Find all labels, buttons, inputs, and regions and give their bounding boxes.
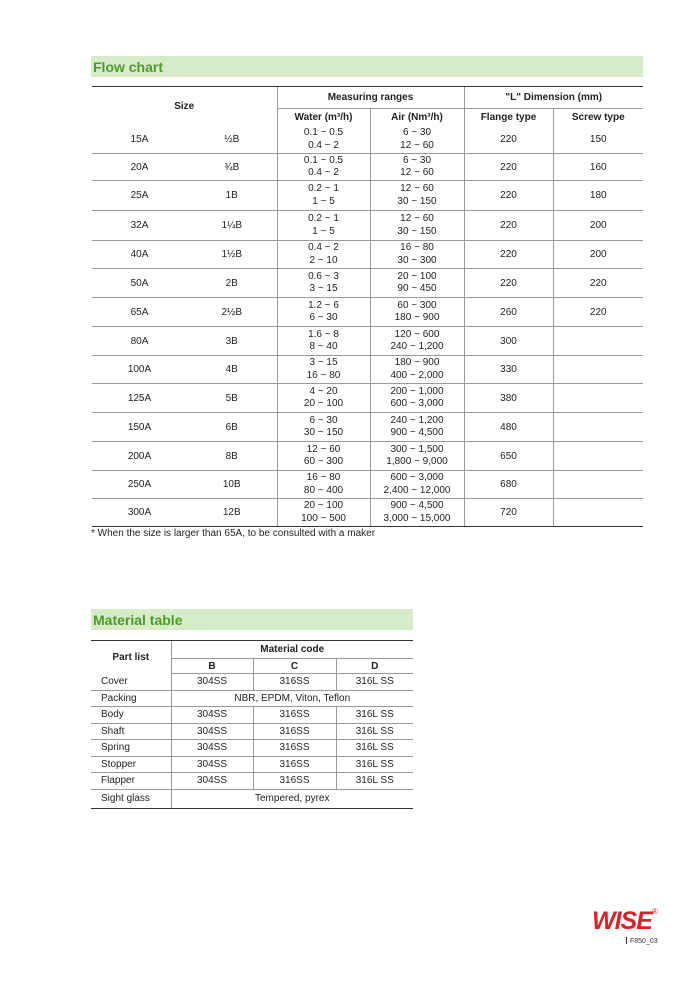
flange-type-header: Flange type [464, 109, 553, 127]
water-cell [277, 471, 370, 499]
size-a-cell: 20A [92, 154, 187, 181]
size-b-cell: 2B [187, 269, 277, 298]
screw-cell [553, 442, 643, 471]
material-b-cell: 304SS [171, 674, 253, 691]
air-cell-line: 12 ~ 60 [400, 183, 434, 194]
material-table-body [91, 674, 413, 809]
screw-cell [553, 471, 643, 499]
material-d-cell: 316L SS [336, 756, 413, 773]
material-b-cell: 304SS [171, 756, 253, 773]
size-b-cell: 3B [187, 327, 277, 356]
flange-cell: 220 [464, 154, 553, 181]
size-a-cell: 100A [92, 356, 187, 384]
water-cell [277, 127, 370, 154]
code-b-header: B [171, 659, 253, 674]
material-c-cell: 316SS [253, 723, 336, 740]
water-cell-line: 0.1 ~ 0.5 [303, 154, 344, 166]
screw-cell: 160 [553, 154, 643, 181]
flow-row [92, 356, 643, 384]
air-cell [370, 154, 464, 181]
size-b-cell: 8B [187, 442, 277, 471]
air-cell-line: 30 ~ 150 [397, 225, 437, 237]
material-merged-cell: Tempered, pyrex [171, 789, 413, 808]
water-cell [277, 269, 370, 298]
size-a-cell: 40A [92, 241, 187, 269]
flow-row [92, 211, 643, 241]
flow-chart-body [92, 127, 643, 527]
air-cell [370, 241, 464, 269]
water-cell [277, 442, 370, 471]
air-cell-line: 180 ~ 900 [394, 357, 440, 368]
code-c-header: C [253, 659, 336, 674]
screw-cell: 220 [553, 269, 643, 298]
material-code-header: Material code [171, 641, 413, 659]
material-d-cell: 316L SS [336, 740, 413, 757]
flange-cell: 650 [464, 442, 553, 471]
flow-row [92, 413, 643, 442]
material-b-cell: 304SS [171, 773, 253, 790]
flange-cell: 720 [464, 499, 553, 527]
water-cell-line: 80 ~ 400 [303, 484, 344, 496]
material-d-cell: 316L SS [336, 723, 413, 740]
material-c-cell: 316SS [253, 707, 336, 724]
air-cell [370, 471, 464, 499]
air-cell-line: 300 ~ 1,500 [390, 443, 444, 455]
water-cell [277, 298, 370, 327]
air-cell-line: 30 ~ 300 [397, 254, 437, 266]
water-cell-line: 4 ~ 20 [309, 385, 338, 397]
material-row [91, 707, 413, 724]
flow-row [92, 298, 643, 327]
size-a-cell: 125A [92, 384, 187, 413]
material-c-cell: 316SS [253, 740, 336, 757]
flow-row [92, 384, 643, 413]
size-a-cell: 32A [92, 211, 187, 241]
material-row [91, 690, 413, 707]
water-cell-line: 0.4 ~ 2 [308, 242, 339, 253]
doc-id-separator [626, 937, 627, 944]
water-cell [277, 413, 370, 442]
air-cell-line: 6 ~ 30 [402, 154, 432, 166]
size-a-cell: 250A [92, 471, 187, 499]
water-header: Water (m³/h) [277, 109, 370, 127]
water-cell-line: 0.1 ~ 0.5 [303, 127, 344, 139]
air-cell-line: 400 ~ 2,000 [390, 369, 444, 381]
screw-cell [553, 413, 643, 442]
water-cell-line: 30 ~ 150 [303, 427, 344, 438]
screw-cell [553, 384, 643, 413]
size-a-cell: 15A [92, 127, 187, 154]
flow-row [92, 327, 643, 356]
water-cell-line: 16 ~ 80 [306, 369, 341, 381]
material-b-cell: 304SS [171, 723, 253, 740]
material-d-cell: 316L SS [336, 773, 413, 790]
air-cell [370, 356, 464, 384]
air-cell [370, 181, 464, 211]
water-cell-line: 12 ~ 60 [306, 443, 341, 455]
flow-row [92, 241, 643, 269]
air-cell-line: 2,400 ~ 12,000 [383, 484, 451, 496]
screw-cell: 200 [553, 211, 643, 241]
material-row [91, 756, 413, 773]
water-cell [277, 499, 370, 527]
screw-cell [553, 327, 643, 356]
water-cell-line: 1 ~ 5 [312, 225, 335, 237]
water-cell-line: 1 ~ 5 [312, 195, 335, 207]
water-cell-line: 2 ~ 10 [309, 254, 338, 266]
water-cell-line: 20 ~ 100 [303, 500, 344, 511]
size-a-cell: 50A [92, 269, 187, 298]
screw-cell [553, 499, 643, 527]
air-cell [370, 298, 464, 327]
flow-chart-heading: Flow chart [91, 56, 643, 77]
air-cell-line: 30 ~ 150 [397, 195, 437, 207]
material-b-cell: 304SS [171, 740, 253, 757]
screw-cell [553, 356, 643, 384]
air-cell [370, 384, 464, 413]
water-cell-line: 1.2 ~ 6 [308, 299, 339, 311]
size-a-cell: 25A [92, 181, 187, 211]
size-a-cell: 80A [92, 327, 187, 356]
material-d-cell: 316L SS [336, 674, 413, 691]
flow-row [92, 499, 643, 527]
flow-row [92, 181, 643, 211]
flange-cell: 220 [464, 211, 553, 241]
air-cell [370, 211, 464, 241]
water-cell-line: 0.4 ~ 2 [308, 167, 339, 178]
air-cell-line: 12 ~ 60 [400, 213, 434, 224]
air-cell-line: 200 ~ 1,000 [390, 385, 444, 397]
material-row [91, 723, 413, 740]
part-name-cell: Shaft [91, 723, 171, 740]
flow-row [92, 127, 643, 154]
air-cell-line: 600 ~ 3,000 [390, 472, 444, 483]
flange-cell: 220 [464, 127, 553, 154]
size-a-cell: 150A [92, 413, 187, 442]
air-cell-line: 6 ~ 30 [402, 127, 432, 139]
flange-cell: 220 [464, 241, 553, 269]
size-header: Size [92, 87, 277, 127]
size-a-cell: 65A [92, 298, 187, 327]
flow-chart-note: * When the size is larger than 65A, to be consulted with a maker [91, 528, 376, 539]
size-b-cell: ½B [187, 127, 277, 154]
measuring-ranges-header: Measuring ranges [277, 87, 464, 109]
flange-cell: 330 [464, 356, 553, 384]
air-cell-line: 20 ~ 100 [397, 270, 437, 282]
air-cell-line: 60 ~ 300 [397, 299, 437, 311]
water-cell [277, 154, 370, 181]
air-cell [370, 269, 464, 298]
part-name-cell: Flapper [91, 773, 171, 790]
water-cell [277, 211, 370, 241]
document-id [626, 937, 658, 945]
air-cell [370, 499, 464, 527]
screw-cell: 200 [553, 241, 643, 269]
material-row [91, 773, 413, 790]
flange-cell: 380 [464, 384, 553, 413]
material-c-cell: 316SS [253, 674, 336, 691]
size-b-cell: 1½B [187, 241, 277, 269]
water-cell-line: 6 ~ 30 [309, 414, 338, 426]
air-cell-line: 1,800 ~ 9,000 [386, 456, 448, 467]
size-b-cell: 4B [187, 356, 277, 384]
size-b-cell: 1B [187, 181, 277, 211]
air-cell-line: 16 ~ 80 [400, 242, 434, 253]
size-b-cell: 10B [187, 471, 277, 499]
logo-text: WISE [592, 907, 652, 935]
air-cell-line: 12 ~ 60 [400, 139, 434, 151]
water-cell [277, 181, 370, 211]
part-list-header: Part list [91, 641, 171, 674]
water-cell-line: 3 ~ 15 [309, 357, 338, 368]
flow-row [92, 442, 643, 471]
water-cell-line: 0.2 ~ 1 [308, 183, 339, 194]
flange-cell: 220 [464, 181, 553, 211]
material-c-cell: 316SS [253, 756, 336, 773]
size-b-cell: 6B [187, 413, 277, 442]
air-cell-line: 600 ~ 3,000 [390, 398, 444, 409]
part-name-cell: Stopper [91, 756, 171, 773]
flange-cell: 220 [464, 269, 553, 298]
material-row [91, 674, 413, 691]
screw-cell: 180 [553, 181, 643, 211]
air-header: Air (Nm³/h) [370, 109, 464, 127]
water-cell [277, 356, 370, 384]
water-cell-line: 6 ~ 30 [309, 312, 338, 323]
registered-mark: ® [652, 907, 658, 916]
air-cell [370, 327, 464, 356]
doc-id-text: F850_03 [630, 938, 658, 945]
size-b-cell: 2½B [187, 298, 277, 327]
flange-cell: 680 [464, 471, 553, 499]
water-cell-line: 0.2 ~ 1 [308, 213, 339, 224]
code-d-header: D [336, 659, 413, 674]
screw-type-header: Screw type [553, 109, 643, 127]
material-c-cell: 316SS [253, 773, 336, 790]
air-cell-line: 900 ~ 4,500 [390, 427, 444, 438]
wise-logo-mark [592, 903, 662, 937]
size-a-cell: 300A [92, 499, 187, 527]
air-cell [370, 413, 464, 442]
air-cell-line: 12 ~ 60 [400, 167, 434, 178]
screw-cell: 220 [553, 298, 643, 327]
material-row [91, 740, 413, 757]
water-cell-line: 100 ~ 500 [301, 512, 346, 524]
water-cell-line: 3 ~ 15 [309, 283, 338, 294]
water-cell-line: 16 ~ 80 [306, 472, 341, 483]
material-table [91, 640, 413, 809]
water-cell-line: 1.6 ~ 8 [308, 328, 339, 340]
flow-row [92, 154, 643, 181]
part-name-cell: Sight glass [91, 789, 171, 808]
screw-cell: 150 [553, 127, 643, 154]
air-cell [370, 127, 464, 154]
water-cell-line: 0.6 ~ 3 [308, 270, 339, 282]
part-name-cell: Spring [91, 740, 171, 757]
air-cell-line: 180 ~ 900 [394, 312, 440, 323]
flow-chart-table [92, 86, 643, 527]
flow-row [92, 269, 643, 298]
air-cell-line: 3,000 ~ 15,000 [383, 512, 451, 524]
air-cell-line: 240 ~ 1,200 [390, 341, 444, 352]
air-cell [370, 442, 464, 471]
air-cell-line: 900 ~ 4,500 [390, 500, 444, 511]
size-b-cell: 1¼B [187, 211, 277, 241]
air-cell-line: 120 ~ 600 [394, 328, 440, 340]
water-cell [277, 327, 370, 356]
material-table-heading: Material table [91, 609, 413, 630]
part-name-cell: Packing [91, 690, 171, 707]
water-cell-line: 8 ~ 40 [309, 341, 338, 352]
part-name-cell: Cover [91, 674, 171, 691]
part-name-cell: Body [91, 707, 171, 724]
material-b-cell: 304SS [171, 707, 253, 724]
material-merged-cell: NBR, EPDM, Viton, Teflon [171, 690, 413, 707]
air-cell-line: 240 ~ 1,200 [390, 414, 444, 426]
water-cell-line: 0.4 ~ 2 [308, 139, 339, 151]
water-cell [277, 384, 370, 413]
size-b-cell: 12B [187, 499, 277, 527]
material-row [91, 789, 413, 808]
size-b-cell: 5B [187, 384, 277, 413]
water-cell-line: 20 ~ 100 [303, 398, 344, 409]
size-b-cell: ¾B [187, 154, 277, 181]
l-dimension-header: "L" Dimension (mm) [464, 87, 643, 109]
flow-row [92, 471, 643, 499]
flange-cell: 260 [464, 298, 553, 327]
water-cell [277, 241, 370, 269]
air-cell-line: 90 ~ 450 [397, 283, 437, 294]
size-a-cell: 200A [92, 442, 187, 471]
flange-cell: 480 [464, 413, 553, 442]
water-cell-line: 60 ~ 300 [303, 456, 344, 467]
material-d-cell: 316L SS [336, 707, 413, 724]
flange-cell: 300 [464, 327, 553, 356]
